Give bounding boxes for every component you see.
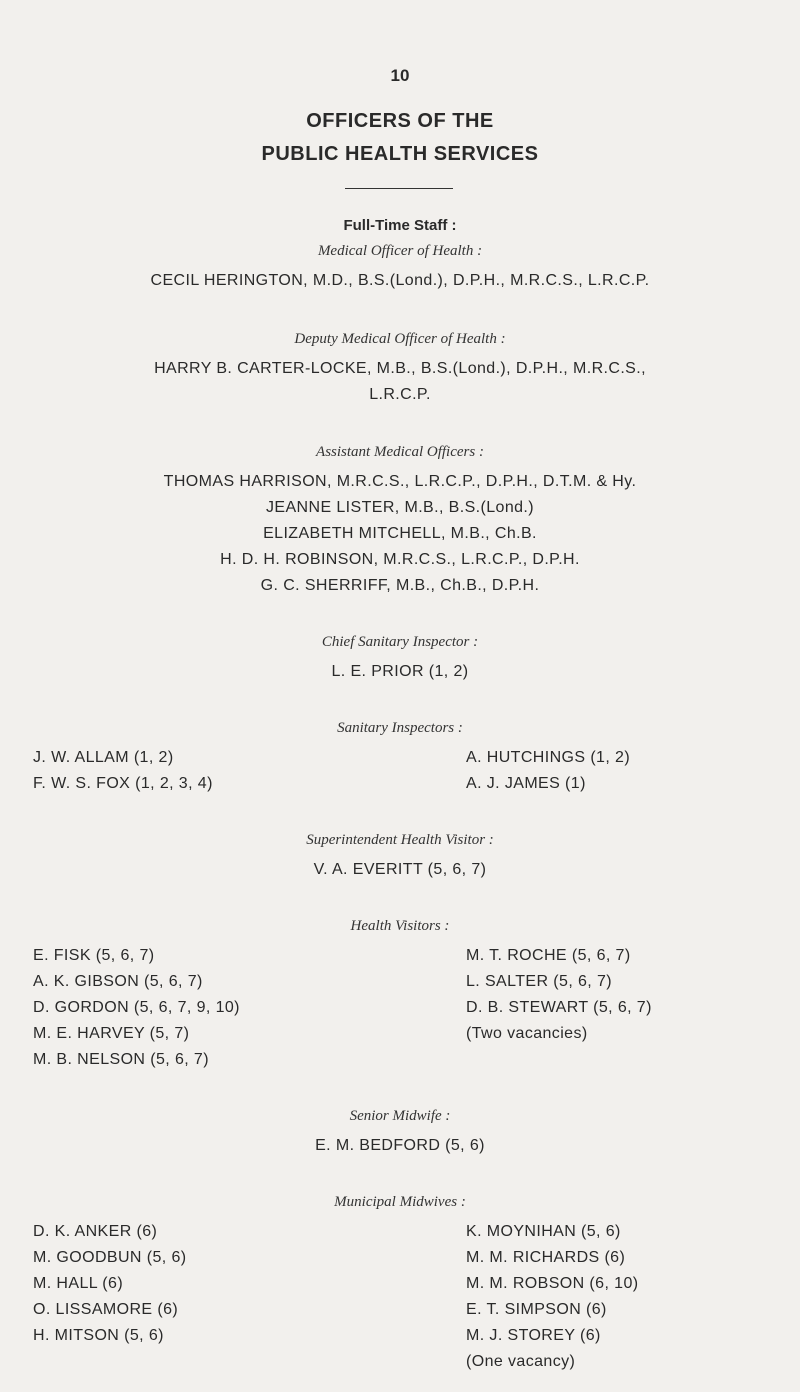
sanitary-inspector: A. HUTCHINGS (1, 2) xyxy=(466,749,631,766)
chief-sanitary-heading: Chief Sanitary Inspector : xyxy=(321,634,479,650)
sanitary-heading: Sanitary Inspectors : xyxy=(337,720,463,736)
midwife: E. T. SIMPSON (6) xyxy=(466,1301,607,1318)
assistant-name: H. D. H. ROBINSON, M.R.C.S., L.R.C.P., D.P.H. xyxy=(220,551,580,568)
assistant-heading: Assistant Medical Officers : xyxy=(316,444,484,460)
page-title-line2: PUBLIC HEALTH SERVICES xyxy=(261,143,539,165)
page-number: 10 xyxy=(390,66,410,85)
midwife: K. MOYNIHAN (5, 6) xyxy=(466,1223,621,1240)
superintendent-heading: Superintendent Health Visitor : xyxy=(306,832,494,848)
health-visitor-vacancies: (Two vacancies) xyxy=(466,1025,588,1042)
midwife-vacancy: (One vacancy) xyxy=(466,1353,576,1370)
health-visitor: A. K. GIBSON (5, 6, 7) xyxy=(33,973,203,990)
midwife: H. MITSON (5, 6) xyxy=(33,1327,164,1344)
staff-heading: Full-Time Staff : xyxy=(343,217,457,234)
midwife: M. M. RICHARDS (6) xyxy=(466,1249,626,1266)
deputy-line1: HARRY B. CARTER-LOCKE, M.B., B.S.(Lond.), D.P.H., M.R.C.S., xyxy=(154,360,646,377)
senior-midwife-name: E. M. BEDFORD (5, 6) xyxy=(315,1137,485,1154)
assistant-name: JEANNE LISTER, M.B., B.S.(Lond.) xyxy=(266,499,534,516)
superintendent-name: V. A. EVERITT (5, 6, 7) xyxy=(313,861,487,878)
midwives-heading: Municipal Midwives : xyxy=(334,1194,466,1210)
assistant-name: G. C. SHERRIFF, M.B., Ch.B., D.P.H. xyxy=(260,577,540,594)
health-visitors-heading: Health Visitors : xyxy=(350,918,450,934)
assistant-name: ELIZABETH MITCHELL, M.B., Ch.B. xyxy=(263,525,537,542)
midwife: M. GOODBUN (5, 6) xyxy=(33,1249,187,1266)
health-visitor: E. FISK (5, 6, 7) xyxy=(33,947,155,964)
assistant-name: THOMAS HARRISON, M.R.C.S., L.R.C.P., D.P.H., D.T.M. & Hy. xyxy=(163,473,637,490)
title-divider xyxy=(345,188,453,189)
moh-name: CECIL HERINGTON, M.D., B.S.(Lond.), D.P.H., M.R.C.S., L.R.C.P. xyxy=(150,272,650,289)
moh-heading: Medical Officer of Health : xyxy=(317,243,483,259)
sanitary-inspector: F. W. S. FOX (1, 2, 3, 4) xyxy=(33,775,213,792)
chief-sanitary-name: L. E. PRIOR (1, 2) xyxy=(331,663,469,680)
deputy-line2: L.R.C.P. xyxy=(369,386,431,403)
midwife: O. LISSAMORE (6) xyxy=(33,1301,179,1318)
health-visitor: M. T. ROCHE (5, 6, 7) xyxy=(466,947,631,964)
health-visitor: D. GORDON (5, 6, 7, 9, 10) xyxy=(33,999,240,1016)
midwife: D. K. ANKER (6) xyxy=(33,1223,158,1240)
senior-midwife-heading: Senior Midwife : xyxy=(349,1108,451,1124)
deputy-heading: Deputy Medical Officer of Health : xyxy=(294,331,506,347)
page-title-line1: OFFICERS OF THE xyxy=(306,110,494,132)
sanitary-inspector: A. J. JAMES (1) xyxy=(466,775,586,792)
midwife: M. M. ROBSON (6, 10) xyxy=(466,1275,639,1292)
midwife: M. J. STOREY (6) xyxy=(466,1327,601,1344)
health-visitor: L. SALTER (5, 6, 7) xyxy=(466,973,613,990)
sanitary-inspector: J. W. ALLAM (1, 2) xyxy=(33,749,174,766)
health-visitor: M. B. NELSON (5, 6, 7) xyxy=(33,1051,209,1068)
health-visitor: D. B. STEWART (5, 6, 7) xyxy=(466,999,652,1016)
health-visitor: M. E. HARVEY (5, 7) xyxy=(33,1025,190,1042)
midwife: M. HALL (6) xyxy=(33,1275,124,1292)
